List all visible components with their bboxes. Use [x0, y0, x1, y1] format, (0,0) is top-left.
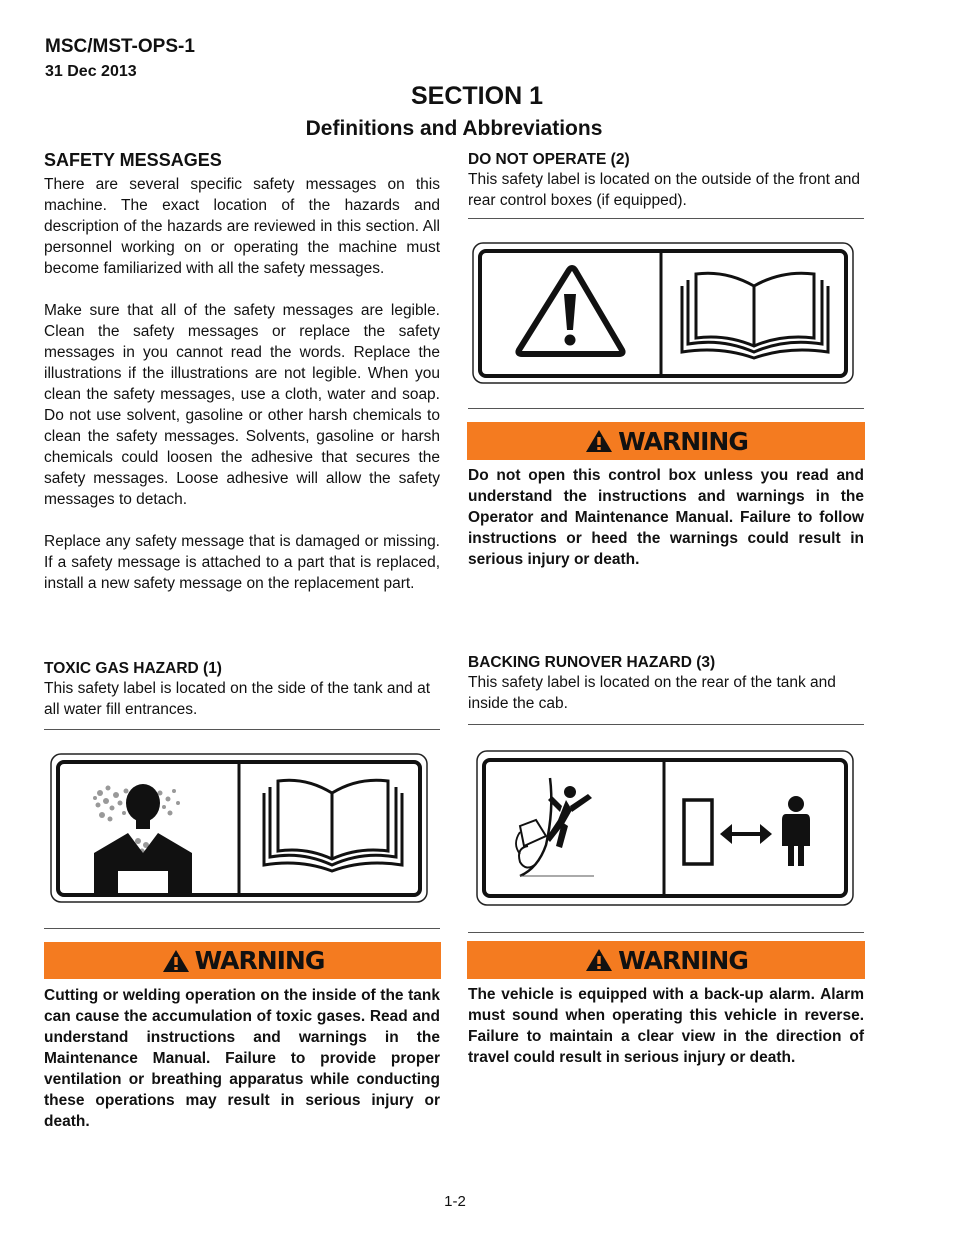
- divider: [44, 928, 440, 929]
- do-not-operate-label: [472, 242, 854, 384]
- section-subtitle: Definitions and Abbreviations: [305, 117, 603, 140]
- safety-paragraph: Make sure that all of the safety messages are legible. Clean the safety messages or replace the safety messages in you cannot read the words. Replace the illustrations if the illustrations are not legible. When you clean the safety messages, use a cloth, water and soap. Do not use solvent, gasoline or other harsh chemicals to clean the safety messages. Solvents, gasoline or harsh chemicals could loosen the adhesive that secures the safety messages. Loose adhesive will allow the safety messages to detach.: [44, 302, 440, 508]
- document-id: MSC/MST-OPS-1: [45, 36, 195, 57]
- backing-runover-warning-banner: [467, 941, 865, 979]
- divider: [468, 932, 864, 933]
- toxic-gas-warning-banner: [44, 942, 441, 979]
- section-title: SECTION 1: [411, 82, 543, 110]
- toxic-gas-location: This safety label is located on the side of the tank and at all water fill entrances.: [44, 680, 431, 718]
- page-number: 1-2: [444, 1193, 466, 1210]
- backing-runover-warning-text: The vehicle is equipped with a back-up alarm. Alarm must sound when operating this vehicle in reverse. Failure to maintain a clear view in the direction of travel could result in serious injury or death.: [468, 986, 864, 1066]
- warning-triangle-icon: [161, 948, 191, 974]
- safety-messages-block: [44, 150, 440, 594]
- do-not-operate-warning-banner: [467, 422, 865, 460]
- safety-messages-heading: SAFETY MESSAGES: [44, 150, 222, 170]
- divider: [468, 724, 864, 725]
- warning-word: WARNING: [618, 945, 748, 975]
- warning-word: WARNING: [194, 946, 325, 975]
- toxic-gas-label: [50, 753, 428, 903]
- safety-paragraph: Replace any safety message that is damaged or missing. If a safety message is attached to a part that is replaced, install a new safety message on the replacement part.: [44, 533, 440, 592]
- backing-runover-label: [476, 750, 854, 906]
- divider: [44, 729, 440, 730]
- backing-runover-block: [468, 654, 864, 714]
- document-date: 31 Dec 2013: [45, 63, 137, 80]
- backing-runover-warning-block: [468, 984, 864, 1068]
- toxic-gas-warning-text: Cutting or welding operation on the inside of the tank can cause the accumulation of toxic gases. Read and understand instructions and warnings in the Maintenance Manual. Failure to provide proper ventilation or breathing apparatus while conducting these operations may result in serious injury or death.: [44, 987, 440, 1130]
- do-not-operate-location: This safety label is located on the outside of the front and rear control boxes (if equipped).: [468, 171, 861, 209]
- toxic-gas-warning-block: [44, 985, 440, 1132]
- do-not-operate-block: [468, 151, 864, 211]
- warning-word: WARNING: [618, 426, 748, 456]
- backing-runover-location: This safety label is located on the rear of the tank and inside the cab.: [468, 674, 836, 712]
- divider: [468, 218, 864, 219]
- do-not-operate-warning-block: [468, 465, 864, 570]
- safety-paragraph: There are several specific safety messages on this machine. The exact location of the hazards and description of the hazards are reviewed in this section. All personnel working on or operating the machine must become familiarized with all the safety messages.: [44, 176, 440, 277]
- warning-triangle-icon: [584, 947, 614, 973]
- do-not-operate-warning-text: Do not open this control box unless you read and understand the instructions and warnings in the Operator and Maintenance Manual. Failure to follow instructions or heed the warnings could result in serious injury or death.: [468, 467, 864, 568]
- divider: [468, 408, 864, 409]
- do-not-operate-heading: DO NOT OPERATE (2): [468, 151, 630, 168]
- toxic-gas-heading: TOXIC GAS HAZARD (1): [44, 660, 222, 677]
- backing-runover-heading: BACKING RUNOVER HAZARD (3): [468, 654, 716, 671]
- toxic-gas-block: [44, 660, 440, 720]
- warning-triangle-icon: [584, 428, 614, 454]
